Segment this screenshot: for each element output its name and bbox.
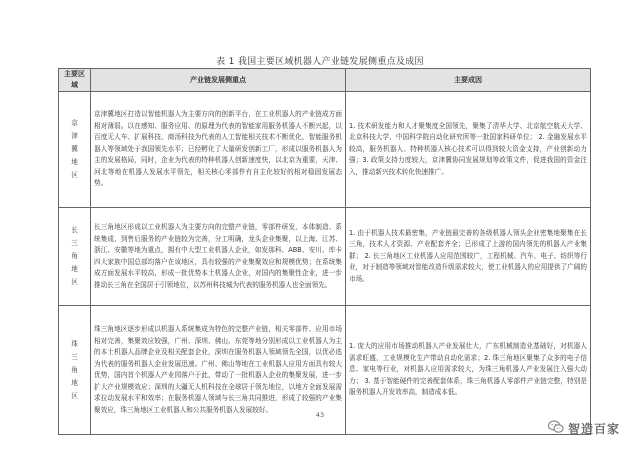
watermark-text: 智造百家 (567, 422, 620, 436)
cause-cell: 1. 由于机器人技术最密集，产业链最完善的各级机器人领头企业密集地聚集在长三角，技术人才资源、产业配套齐全；已形成了上游的国内领先的机器人产业集群； 2. 长三角地区工业机器人应用范围较广，工程机械、汽车、电子、纺织等行业，对于制造等领域对智能改造升级需求较大，使工业机器人的应用提供了广阔的市场。 (346, 208, 591, 306)
feature-cell: 长三角地区形成以工业机器人为主要方向的完整产业链，零部件研发，本体制造、系统集成、到售后服务的产业链较为完善，分工明确，龙头企业集聚，以上海、江苏、浙江、安徽等地为重点，拥有中大型工业机器人企业，如发那科、ABB、安川、库卡四大家族中国总部均落户在该地区，具有较强的产业集聚效应和规模优势；在系统集成方面发展水平较高，形成一批优势本土机器人企业，对国内的集聚性企业，进一步推动长三角在全国居于引领地位，以苏州科技城为代表的服务机器人也全面领先。 (91, 208, 346, 306)
cause-cell: 1. 技术研发能力和人才聚集度全国领先，聚集了清华大学、北京航空航天大学、北京科技大学、中国科学院自动化研究所等一批国家科研单位； 2. 金融发展水平较高，服务机器人、特种机器人核心技术可以得到较大资金支持，产业创新动力强；3. 政策支持力度较大，京津冀协同发展规划等政策文件，促进我国的资金注入，推动新兴技术转化快速推广。 (346, 92, 591, 208)
region-cell: 珠三角地区 (59, 306, 91, 435)
cause-cell: 1. 庞大的应用市场推动机器人产业发展壮大，广东机械制造业基础好，对机器人需求旺盛，工业规模化生产带动自动化需求；2. 珠三角地区聚集了众多的电子信息、家电等行业，对机器人应用需求较大，为珠三角机器人产业发展注入强大动力； 3. 基于智能硬件的完善配套体系，珠三角机器人零部件产业链完整，特别是服务机器人开发效率高，制造成本低。 (346, 306, 591, 435)
region-cell: 京津冀地区 (59, 92, 91, 208)
header-feature: 产业链发展侧重点 (91, 69, 346, 92)
table-row (59, 92, 591, 208)
watermark (548, 419, 620, 438)
header-region: 主要区域 (59, 69, 91, 92)
region-cell: 长三角地区 (59, 208, 91, 306)
feature-cell: 京津冀地区打造以智能机器人为主要方向的创新平台，在工业机器人的产业链成方面相对薄弱。以在感知、服务应用、的原理为代表的智能家用服务机器人不断兴起，以百度无人车、扩展科技、商汤科技为代表的人工智能相关技术不断优化，智能服务机器人等领域处于我国领先水平；已经孵化了大量研发创新工厂，形成以服务机器人为主的发展格局，同时，企业为代表的特种机器人创新速度快，以北京为重要，天津、河北等地在机器人发展水平领先，相关核心零部件有自主化较好的相对稳固发展态势。 (91, 92, 346, 208)
header-cause: 主要成因 (346, 69, 591, 92)
feature-cell: 珠三角地区逐步形成以机器人系统集成为特色的完整产业链，相关零部件、应用市场相对完善，集聚效应较强，广州、深圳、佛山、东莞等地分别形成以工业机器人为主的本土机器人品牌企业及相关配套企业，深圳在服务机器人领域领先全国，以优必选为代表的服务机器人企业发展迅速。广州、佛山等地在工业机器人应用方面具有较大优势，国内首个机器人产业园落户于此，带动了一批机器人企业的集聚发展，进一步扩大产业规模效应；深圳的大疆无人机科技在全球居于领先地位，以地方全面发展需求拉动发展水平和效率；在服务机器人领域与长三角共同推进，形成了较强的产业集聚效应，珠三角地区工业机器人和公共服务机器人发展较好。 (91, 306, 346, 435)
wechat-icon (548, 419, 564, 438)
region-table (58, 68, 591, 435)
page-number: 43 (315, 411, 325, 419)
table-row (59, 208, 591, 306)
table-header-row (59, 69, 591, 92)
table-caption: 表 1 我国主要区域机器人产业链发展侧重点及成因 (216, 57, 424, 67)
